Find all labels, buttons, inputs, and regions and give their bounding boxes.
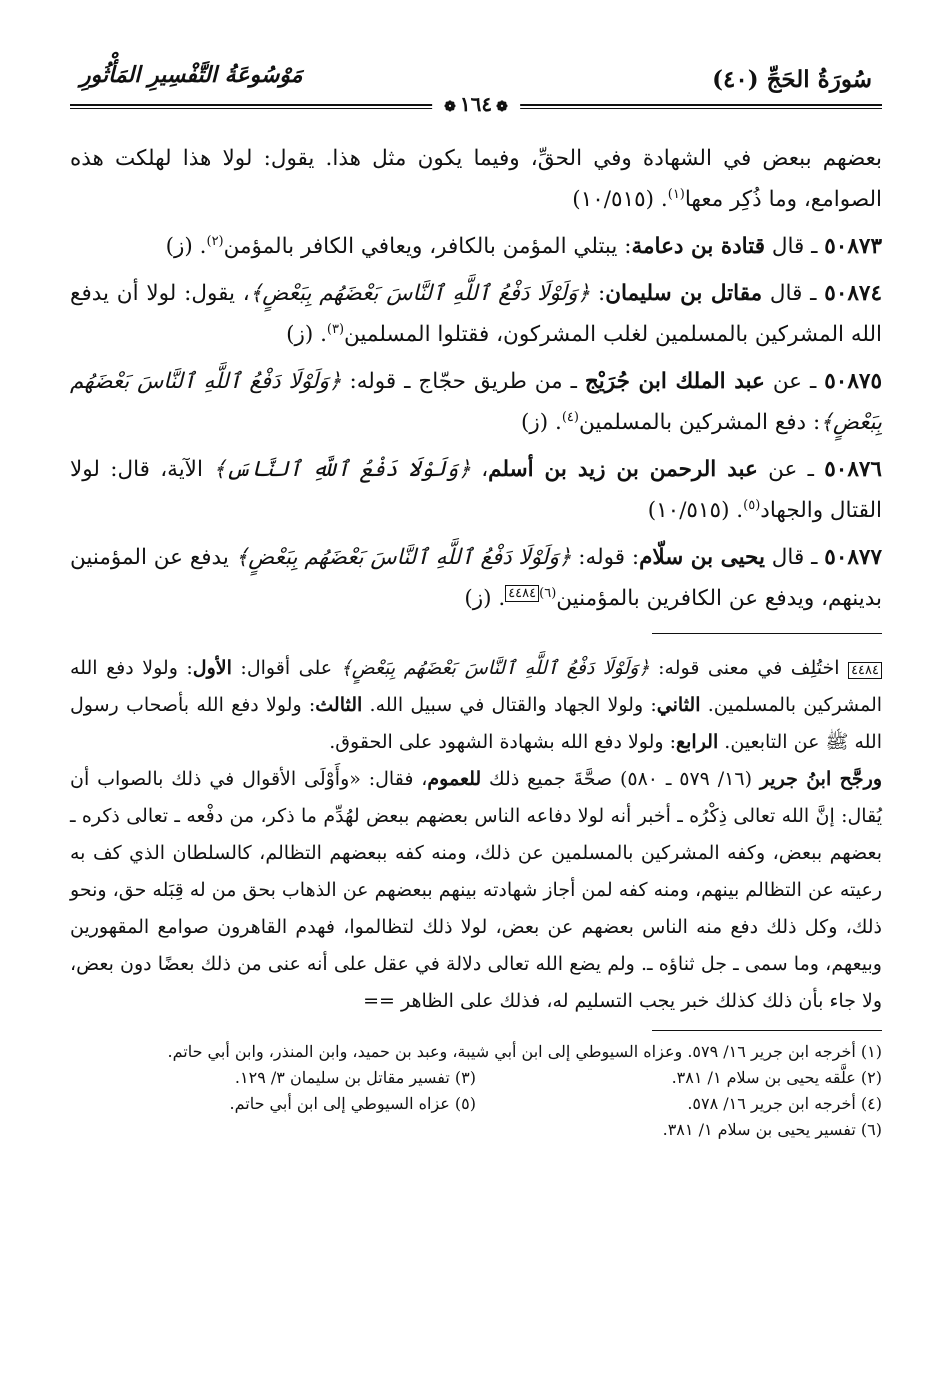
entry-50875: ٥٠٨٧٥ ـ عن عبد الملك ابن جُرَيْج ـ من طريق حجّاج ـ قوله: ﴿وَلَوْلَا دَفْعُ ٱللَّهِ ٱلنَّاسَ بَعْضَهُم بِبَعْضٍ﴾: دفع المشركين بالمسلمين$^{(٤)}$. (ز) — [70, 369, 882, 435]
footnote-ref: (٣) — [326, 321, 345, 337]
quran-verse: ﴿وَلَوْلَا دَفْعُ ٱللَّهِ ٱلنَّاسَ بَعْضَهُم بِبَعْضٍ﴾ — [249, 281, 591, 306]
narrator-name: عبد الرحمن بن زيد بن أسلم — [488, 457, 758, 482]
footnote-5: (٥) عزاه السيوطي إلى ابن أبي حاتم. — [229, 1094, 476, 1113]
narrator-name: يحيى بن سلّام — [639, 545, 765, 570]
quran-verse: ﴿وَلَوْلَا دَفْعُ ٱللَّهِ ٱلنَّاسَ﴾ — [213, 457, 471, 482]
page-number-block — [432, 92, 520, 116]
footnotes — [70, 1039, 882, 1143]
entry-number: ٥٠٨٧٤ — [824, 281, 883, 306]
footnote-6: (٦) تفسير يحيى بن سلام ١/ ٣٨١. — [662, 1120, 882, 1139]
entry-number: ٥٠٨٧٥ — [824, 369, 882, 394]
footnote-separator — [652, 1030, 882, 1031]
entry-number: ٥٠٨٧٧ — [824, 545, 883, 570]
page — [70, 54, 882, 1362]
entry-number: ٥٠٨٧٣ — [824, 234, 882, 259]
quran-verse: ﴿وَلَوْلَا دَفْعُ ٱللَّهِ ٱلنَّاسَ بَعْضَهُم بِبَعْضٍ﴾ — [340, 657, 650, 679]
main-text — [70, 138, 882, 619]
narrator-name: قتادة بن دعامة — [631, 234, 765, 259]
paragraph-continuation: بعضهم ببعض في الشهادة وفي الحقِّ، وفيما يكون مثل هذا. يقول: لولا هذا لهلكت هذه الصوامع، وما ذُكِر معها$^{(١)}$. (١٠/٥١٥) — [70, 146, 882, 212]
footnote-4: (٤) أخرجه ابن جرير ١٦/ ٥٧٨. — [687, 1094, 882, 1113]
quran-verse: ﴿وَلَوْلَا دَفْعُ ٱللَّهِ ٱلنَّاسَ بَعْضَهُم بِبَعْضٍ﴾ — [70, 369, 882, 435]
footnote-1: (١) أخرجه ابن جرير ١٦/ ٥٧٩. وعزاه السيوطي إلى ابن أبي شيبة، وعبد بن حميد، وابن المنذر، وابن أبي حاتم. — [167, 1042, 882, 1061]
page-header — [70, 54, 882, 114]
footnote-ref: (٤) — [561, 409, 579, 425]
footnote-ref: (١) — [667, 186, 685, 202]
entry-50877: ٥٠٨٧٧ ـ قال يحيى بن سلّام: قوله: ﴿وَلَوْلَا دَفْعُ ٱللَّهِ ٱلنَّاسَ بَعْضَهُم بِبَعْضٍ﴾ يدفع عن المؤمنين بدينهم، ويدفع عن الكافرين بالمؤمنين$^{(٦)}$٤٤٨٤. (ز) — [70, 545, 883, 611]
footnote-2: (٢) علَّقه يحيى بن سلام ١/ ٣٨١. — [671, 1068, 882, 1087]
commentary — [70, 650, 882, 1020]
footnote-3: (٣) تفسير مقاتل بن سليمان ٣/ ١٢٩. — [234, 1068, 476, 1087]
narrator-name: عبد الملك ابن جُرَيْج — [584, 369, 765, 394]
commentary-paragraph-2: ورجَّح ابنُ جرير (١٦/ ٥٧٩ ـ ٥٨٠) صحَّةَ جميع ذلك للعموم، فقال: «وأَوْلَى الأقوال في ذلك بالصواب أن يُقال: إنَّ الله تعالى ذِكْرُه ـ أخبر أنه لولا دفاعه الناس بعضهم ببعض لهُدِّم ما ذكر، من دفْعه ـ تعالى ذكره ـ بعضهم ببعض، وكفه المشركين بالمسلمين عن ذلك، ومنه كفه ببعضهم التظالم، كالسلطان الذي كف به رعيته عن التظالم بينهم، ومنه كفه لمن أجاز شهادته بينهم ببعضهم عن الذهاب بحق من له قِبَله حق، ونحو ذلك، وكل ذلك دفع منه الناس بعضهم عن بعض، لولا ذلك لتظالموا، فهدم القاهرون صوامع المقهورين وبيعهم، وما سمى ـ جل ثناؤه ـ. ولم يضع الله تعالى دلالة في عقل على أنه عنى من ذلك بعضًا دون بعض، ولا جاء بأن ذلك كذلك خبر يجب التسليم له، فذلك على الظاهر == — [70, 768, 883, 1012]
commentary-separator — [652, 633, 882, 634]
book-title: مَوْسُوعَةُ التَّفْسِيرِ المَأْثُورِ — [80, 62, 303, 88]
quran-verse: ﴿وَلَوْلَا دَفْعُ ٱللَّهِ ٱلنَّاسَ بَعْضَهُم بِبَعْضٍ﴾ — [235, 545, 572, 570]
entry-50874: ٥٠٨٧٤ ـ قال مقاتل بن سليمان: ﴿وَلَوْلَا دَفْعُ ٱللَّهِ ٱلنَّاسَ بَعْضَهُم بِبَعْضٍ﴾، يقول: لولا أن يدفع الله المشركين بالمسلمين لغلب المشركون، فقتلوا المسلمين$^{(٣)}$. (ز) — [70, 281, 883, 347]
page-number: ١٦٤ — [459, 92, 493, 116]
commentary-ref-box: ٤٤٨٤ — [505, 585, 539, 602]
ornament-icon: ❁ — [444, 99, 456, 115]
footnote-ref: (٦) — [539, 585, 557, 601]
footnote-ref: (٢) — [206, 233, 224, 249]
entry-50873: ٥٠٨٧٣ ـ قال قتادة بن دعامة: يبتلي المؤمن بالكافر، ويعافي الكافر بالمؤمن$^{(٢)}$. (ز) — [165, 233, 882, 259]
narrator-name: مقاتل بن سليمان — [605, 281, 763, 306]
commentary-paragraph-1: ٤٤٨٤ اختُلِف في معنى قوله: ﴿وَلَوْلَا دَفْعُ ٱللَّهِ ٱلنَّاسَ بَعْضَهُم بِبَعْضٍ﴾ على أقوال: الأول: ولولا دفع الله المشركين بالمسلمين. الثاني: ولولا الجهاد والقتال في سبيل الله. الثالث: ولولا دفع الله بأصحاب رسول الله ﷺ عن التابعين. الرابع: ولولا دفع الله بشهادة الشهود على الحقوق. — [70, 657, 883, 753]
commentary-number-box: ٤٤٨٤ — [848, 662, 882, 679]
entry-50876: ٥٠٨٧٦ ـ عن عبد الرحمن بن زيد بن أسلم، ﴿وَلَوْلَا دَفْعُ ٱللَّهِ ٱلنَّاسَ﴾ الآية، قال: لولا القتال والجهاد$^{(٥)}$. (١٠/٥١٥) — [70, 457, 882, 523]
ornament-icon: ❁ — [496, 99, 508, 115]
surah-title: سُورَةُ الحَجِّ (٤٠) — [712, 66, 872, 93]
entry-number: ٥٠٨٧٦ — [824, 457, 882, 482]
footnote-ref: (٥) — [743, 497, 761, 513]
